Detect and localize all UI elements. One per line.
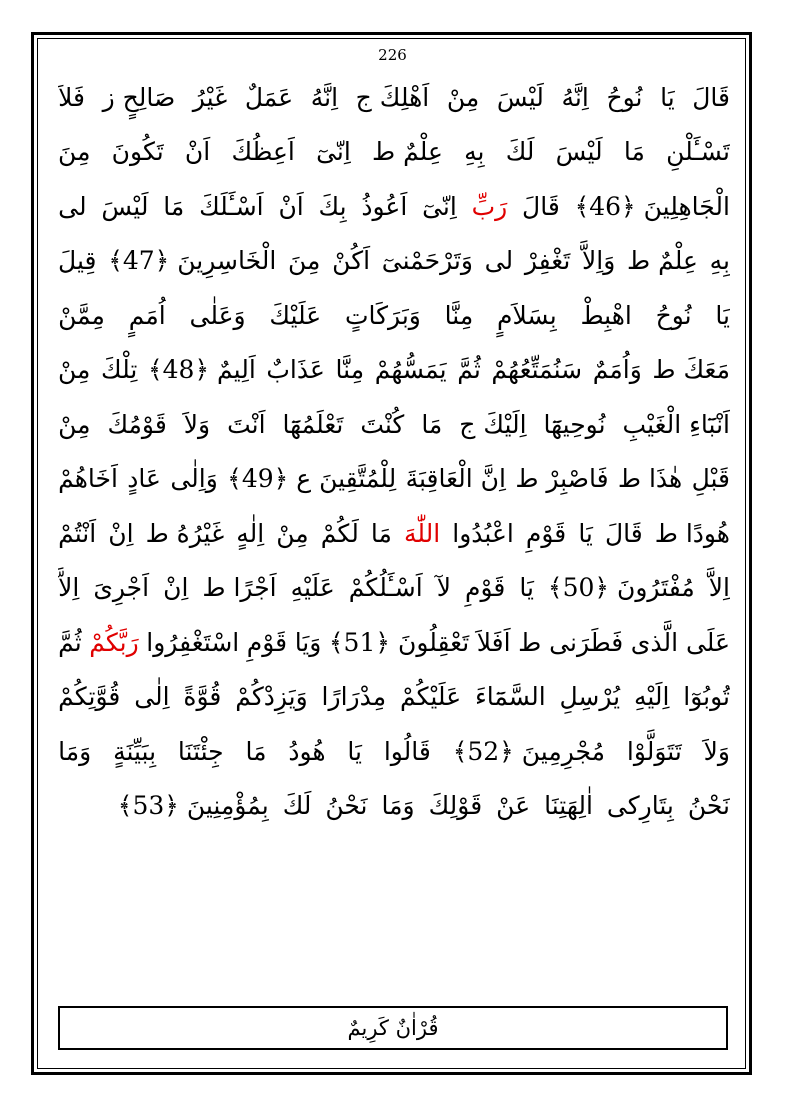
word: اِنَّهُ [310,82,339,112]
word: تِلْكَ [101,355,138,385]
word: لَكَ [282,791,312,821]
word: مِنْ [276,518,309,548]
word: اَجْرِىَ [93,573,150,603]
word: عَلَيْهِ [290,573,335,603]
word: وَلاَ [703,736,730,766]
word: قَالَ [522,191,560,221]
word: لَيْسَ [101,191,149,221]
word: اعْبُدُوا [452,518,514,548]
word: مِنْ [446,82,480,112]
word: لِلْمُتَّقِينَ ع ﴿49﴾ [227,464,397,494]
word: تَعْلَمُهَٓا [282,409,344,439]
word: قَوْلِكَ [428,791,483,821]
word: نُوحُ [606,82,643,112]
word: مِنَ [58,137,91,167]
word: تَسْـَٔلْنِ [666,137,730,167]
word: وَمَا [381,791,415,821]
word: عَادٍ [127,464,161,494]
word: اَسْـَٔلَكَ [199,191,264,221]
word: وَعَلٰى [189,300,246,330]
word: قَوْمِ [464,573,506,603]
word: اَكُنْ [332,246,371,276]
word: عَلَيْكُمْ [399,682,462,712]
word: فَلاَ [58,82,85,112]
word: وَيَا [294,627,322,657]
word: مِنْ [58,355,91,385]
word: لَيْسَ [555,137,603,167]
highlighted-word: اللّٰهَ [403,518,441,548]
word: يُرْسِلِ [559,682,621,712]
word: مَا [163,191,185,221]
text-line [58,234,730,289]
word: ثُمَّ [457,355,481,385]
word: لى [58,191,87,221]
verse-text-block [58,70,730,833]
word: نَحْنُ [687,791,730,821]
word: سَنُمَتِّعُهُمْ [491,355,583,385]
word: اِلَيْهِ [633,682,670,712]
word: قَالُوا [383,736,431,766]
word: مِنَّا [335,355,365,385]
word: وَبَرَكَاتٍ [344,300,421,330]
word: مَا [623,137,645,167]
word: اِلَيْكَ ج [459,409,527,439]
word: تَتَوَلَّوْا [626,736,682,766]
text-line [58,288,730,343]
word: مُجْرِمِينَ ﴿52﴾ [452,736,606,766]
text-line [58,670,730,725]
word: مِنَ [288,246,321,276]
word: نُوحِيهَٓا [543,409,606,439]
word: قَبْلِ [691,464,730,494]
word: بِمُؤْمِنِينَ ﴿53﴾ [117,791,269,821]
word: تَكُونَ [111,137,164,167]
word: اهْبِطْ [580,300,632,330]
word: مَا [370,518,392,548]
word: لَيْسَ [496,82,544,112]
footer-title: قُرْاٰنٌ كَرِيمٌ [347,1016,439,1040]
word: لَكُمْ [320,518,359,548]
word: يَا [660,82,675,112]
page-number: 226 [378,46,407,64]
word: مَا [421,409,443,439]
word: اَلِيمٌ ﴿48﴾ [147,355,256,385]
word: اِلاَّ [58,573,80,603]
word: يَا [519,573,534,603]
word: وَاُمَمٌ [592,355,642,385]
word: يَا [715,300,730,330]
word: اسْتَغْفِرُوا [146,627,240,657]
word: اِلٰهٍ [236,518,265,548]
word: تَغْفِرْ [524,246,571,276]
word: اَنْتُمْ [58,518,97,548]
word: هُودًا ط [654,518,730,548]
word: مِدْرَارًا [321,682,387,712]
word: اَنْبَٓاءِ الْغَيْبِ [622,409,730,439]
word: اٰلِهَتِنَا [544,791,593,821]
word: قَوْمُكَ [107,409,167,439]
word: بِهِ [464,137,485,167]
word: اَخَاهُمْ [58,464,118,494]
word: فَاصْبِرْ ط [515,464,609,494]
word: اِلٰى [134,682,170,712]
word: فَطَرَنى ط [518,627,624,657]
word: يَمَسُّهُمْ [374,355,447,385]
word: الْخَاسِرِينَ ﴿47﴾ [108,246,277,276]
word: اَعِظُكَ [231,137,295,167]
word: لآ [436,573,451,603]
word: مِمَّنْ [58,300,105,330]
footer-box [58,1006,728,1050]
word: مِنْ [58,409,91,439]
word: اَجْرًا ط [202,573,277,603]
word: هٰذَا ط [617,464,683,494]
word: اَنْ [278,191,304,221]
word: وَاِلٰى [170,464,218,494]
word: يَا [578,518,593,548]
highlighted-word: رَبِّ [471,191,508,221]
word: وَلاَ [183,409,211,439]
word: قَالَ [604,518,643,548]
word: قُوَّتِكُمْ [58,682,121,712]
word: مُفْتَرُونَ ﴿50﴾ [547,573,695,603]
word: مَعَكَ ط [652,355,730,385]
word: قَوْمِ [246,627,288,657]
word: بِكَ [318,191,347,221]
word: اَهْلِكَ ج [355,82,430,112]
word: عَلَى الَّذى [630,627,730,657]
word: غَيْرُ [192,82,228,112]
word: اِنّىٓ [422,191,457,221]
word: عِلْمٌ ط [372,137,443,167]
word: بِهِ [709,246,730,276]
text-line [58,343,730,398]
word: عِلْمٌ ط [627,246,698,276]
word: وَيَزِدْكُمْ [235,682,308,712]
text-line [58,125,730,180]
word: السَّمَٓاءَ [474,682,546,712]
word: قُوَّةً [183,682,222,712]
word: اِنَّ الْعَاقِبَةَ [405,464,506,494]
word: اَعُوذُ [361,191,408,221]
word: كُنْتَ [360,409,405,439]
word: بِتَارِكى [606,791,674,821]
text-line [58,724,730,779]
word: اِنَّهُ [561,82,589,112]
word: اِنّىٓ [316,137,351,167]
word: عَمَلٌ [244,82,294,112]
word: اَنْ [184,137,211,167]
text-line [58,561,730,616]
text-line [58,397,730,452]
word: وَمَا [58,736,92,766]
word: تُوبُوٓا [683,682,730,712]
word: بِبَيِّنَةٍ [113,736,157,766]
word: بِسَلاَمٍ [497,300,557,330]
text-line [58,70,730,125]
word: قِيلَ [58,246,97,276]
word: غَيْرُهُ ط [145,518,225,548]
text-line [58,506,730,561]
word: اَسْـَٔلُكُمْ [348,573,423,603]
word: يَا [347,736,362,766]
word: لَكَ [505,137,535,167]
word: اَفَلاَ [476,627,511,657]
word: مَا [245,736,267,766]
word: قَوْمِ [525,518,567,548]
word: وَاِلاَّ [582,246,616,276]
word: نَحْنُ [325,791,368,821]
text-line [58,452,730,507]
word: عَلَيْكَ [269,300,322,330]
word: اُمَمٍ [128,300,166,330]
text-line [58,179,730,234]
word: صَالِحٍ ز [102,82,176,112]
word: جِئْتَنَا [177,736,224,766]
word: عَنْ [496,791,531,821]
word: اِنْ [108,518,134,548]
word: اِنْ [163,573,189,603]
word: قَالَ [692,82,730,112]
word: هُودُ [288,736,326,766]
word: وَتَرْحَمْنىٓ [381,246,473,276]
word: لى [484,246,514,276]
word: ثُمَّ [58,627,82,657]
highlighted-word: رَبَّكُمْ [89,627,139,657]
word: اَنْتَ [227,409,266,439]
word: الْجَاهِلِينَ ﴿46﴾ [574,191,730,221]
word: نُوحُ [655,300,692,330]
word: تَعْقِلُونَ ﴿51﴾ [328,627,470,657]
word: عَذَابٌ [266,355,325,385]
text-line [58,615,730,670]
word: مِنَّا [444,300,474,330]
word: اِلاَّ [708,573,730,603]
text-line [58,779,730,834]
